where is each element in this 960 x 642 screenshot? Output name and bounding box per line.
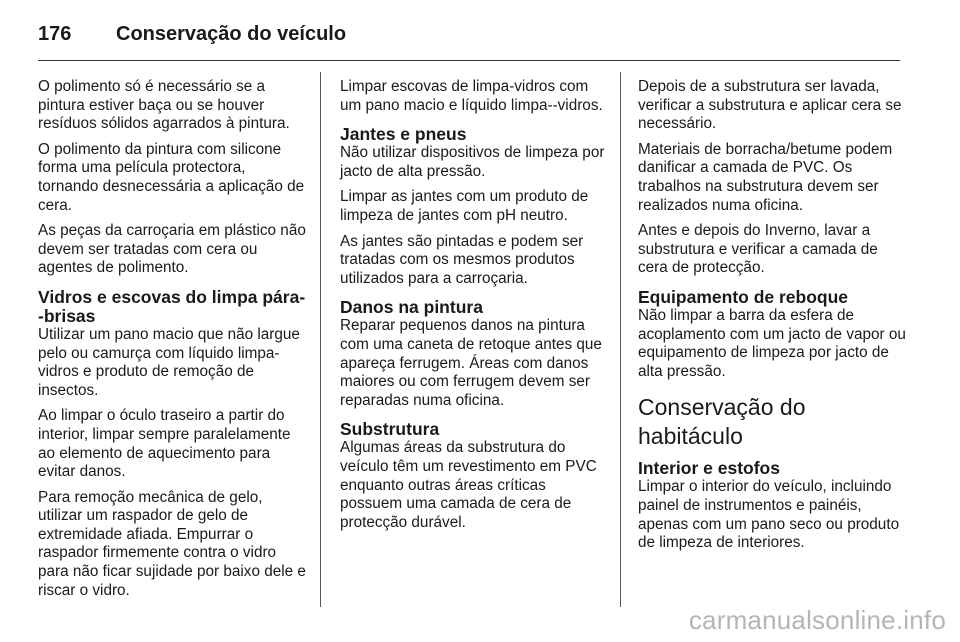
column-divider-2 [620,72,621,607]
paragraph: O polimento só é necessário se a pintura estiver baça ou se houver resíduos sólidos agarrados à pintura. [38,78,290,133]
paragraph: Algumas áreas da substrutura do veículo têm um revestimento em PVC enquanto outras áreas críticas possuem uma camada de cera de protecção durável. [340,439,597,531]
header-rule [38,60,900,61]
paragraph: Limpar escovas de limpa-vidros com um pano macio e líquido limpa--vidros. [340,78,603,114]
paragraph: Materiais de borracha/betume podem danificar a camada de PVC. Os trabalhos na substrutura devem ser realizados numa oficina. [638,140,893,214]
section-heading-paint: Danos na pintura [340,297,483,318]
paragraph: As peças da carroçaria em plástico não devem ser tratadas com cera ou agentes de polimento. [38,222,306,277]
section-heading-glass: Vidros e escovas do limpa pára--brisas [38,286,306,326]
section-heading-upholstery: Interior e estofos [638,458,780,479]
column-divider-1 [320,72,321,607]
page-header [38,18,346,50]
column-1 [38,78,306,607]
paragraph: Utilizar um pano macio que não largue pelo ou camurça com líquido limpa-vidros e produto de remoção de insectos. [38,325,300,399]
section-heading-towing: Equipamento de reboque [638,286,849,307]
page-title: Conservação do veículo [116,22,347,45]
paragraph: Para remoção mecânica de gelo, utilizar um raspador de gelo de extremidade afiada. Empurrar o raspador firmemente contra o vidro para não ficar sujidade por baixo dele e riscar o vidro. [38,488,306,599]
paragraph: Não limpar a barra da esfera de acoplamento com um jacto de vapor ou equipamento de limpeza por jacto de alta pressão. [638,306,906,380]
paragraph: Não utilizar dispositivos de limpeza por jacto de alta pressão. [340,144,605,180]
section-heading-wheels: Jantes e pneus [340,124,467,145]
paragraph: Reparar pequenos danos na pintura com uma caneta de retoque antes que apareça ferrugem. Áreas com danos maiores ou com ferrugem devem ser reparadas numa oficina. [340,317,602,409]
paragraph: Limpar as jantes com um produto de limpeza de jantes com pH neutro. [340,188,589,224]
page-number: 176 [38,22,72,45]
paragraph: Limpar o interior do veículo, incluindo painel de instrumentos e painéis, apenas com um pano seco ou produto de limpeza de interiores. [638,478,900,552]
paragraph: Ao limpar o óculo traseiro a partir do interior, limpar sempre paralelamente ao elemento de aquecimento para evitar danos. [38,407,291,481]
section-heading-underbody: Substrutura [340,419,440,440]
chapter-heading-interior: Conservação do habitáculo [638,394,806,450]
paragraph: O polimento da pintura com silicone forma uma película protectora, tornando desnecessária a aplicação de cera. [38,140,305,214]
column-2 [340,78,608,539]
column-3 [638,78,910,560]
paragraph: Depois de a substrutura ser lavada, verificar a substrutura e aplicar cera se necessário. [638,78,902,133]
watermark: carmanualsonline.info [688,605,946,635]
paragraph: As jantes são pintadas e podem ser tratadas com os mesmos produtos utilizados para a carroçaria. [340,232,584,287]
paragraph: Antes e depois do Inverno, lavar a substrutura e verificar a camada de cera de protecção. [638,222,878,277]
